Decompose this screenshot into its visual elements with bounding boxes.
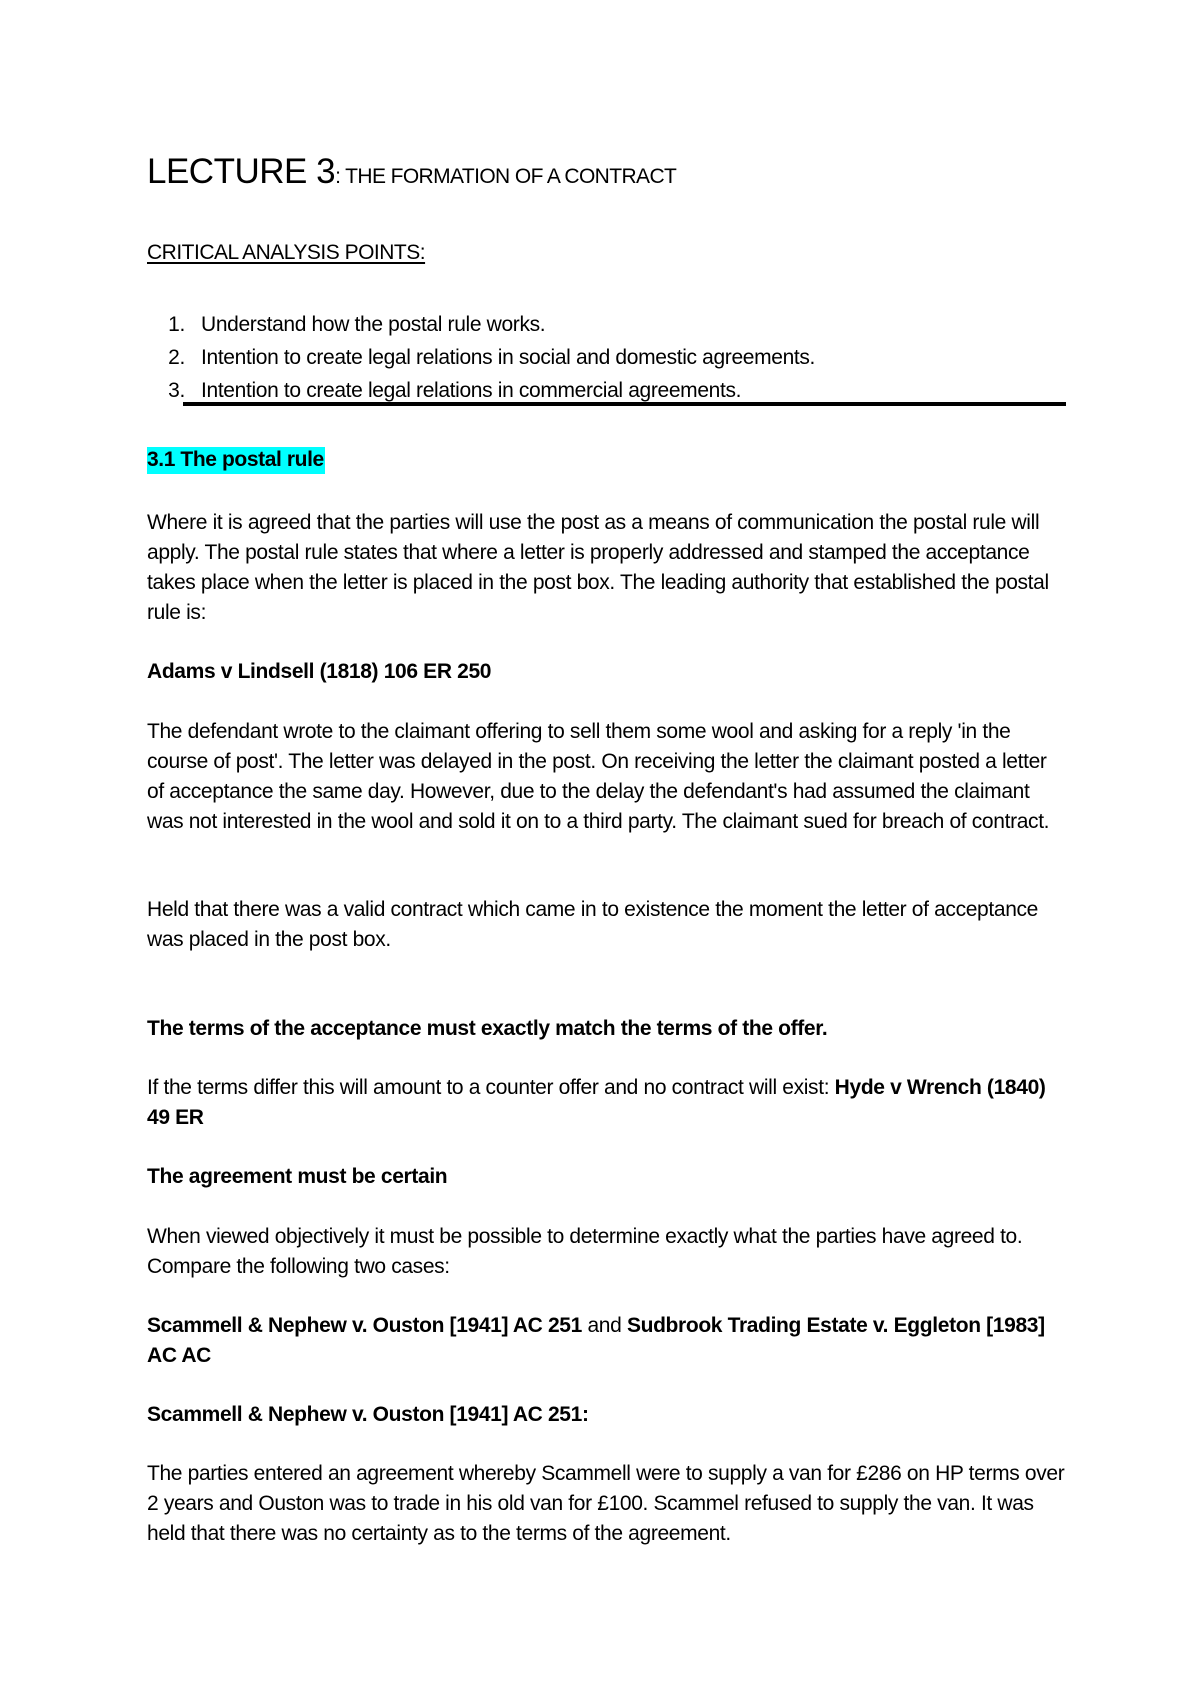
list-text: Intention to create legal relations in commercial agreements. [201, 379, 742, 402]
paragraph-compare-cases [147, 1311, 1067, 1371]
paragraph-scammell-facts: The parties entered an agreement whereby Scammell were to supply a van for £286 on HP terms over 2 years and Ouston was to trade in his old van for £100. Scammel refused to supply the van. It was held that there was no certainty as to the terms of the agreement. [147, 1462, 1065, 1545]
case-heading-scammell: Scammell & Nephew v. Ouston [1941] AC 251: [147, 1403, 589, 1426]
section-divider [183, 402, 1066, 406]
list-number: 3. [168, 379, 185, 402]
paragraph-certainty: When viewed objectively it must be possible to determine exactly what the parties have agreed to. Compare the following two cases: [147, 1225, 1023, 1278]
list-text: Intention to create legal relations in social and domestic agreements. [201, 346, 816, 369]
critical-analysis-heading: CRITICAL ANALYSIS POINTS: [147, 241, 426, 264]
list-item [147, 308, 815, 341]
highlighted-heading-text: 3.1 The postal rule [147, 447, 325, 474]
counter-offer-text: If the terms differ this will amount to a counter offer and no contract will exist: [147, 1076, 835, 1099]
paragraph-counter-offer [147, 1073, 1067, 1133]
section-heading-postal-rule [147, 448, 325, 472]
case-citation-adams-v-lindsell: Adams v Lindsell (1818) 106 ER 250 [147, 660, 492, 683]
case-citation-hyde-v-wrench: Hyde v Wrench (1840) 49 ER [147, 1076, 1046, 1129]
paragraph-postal-rule-intro: Where it is agreed that the parties will use the post as a means of communication the postal rule will apply. The postal rule states that where a letter is properly addressed and stamped the acceptance takes place when the letter is placed in the post box. The leading authority that established the postal rule is: [147, 511, 1049, 624]
paragraph-adams-held: Held that there was a valid contract which came in to existence the moment the letter of acceptance was placed in the post box. [147, 898, 1039, 951]
heading-agreement-certain: The agreement must be certain [147, 1165, 448, 1188]
paragraph-adams-facts: The defendant wrote to the claimant offering to sell them some wool and asking for a reply 'in the course of post'. The letter was delayed in the post. On receiving the letter the claimant posted a letter of acceptance the same day. However, due to the delay the defendant's had assumed the claimant was not interested in the wool and sold it on to a third party. The claimant sued for breach of contract. [147, 720, 1050, 833]
conjunction-text: and [581, 1314, 627, 1337]
critical-points-list [147, 308, 815, 407]
title-subject: : THE FORMATION OF A CONTRACT [335, 165, 677, 188]
page-title [147, 152, 676, 192]
list-item [147, 341, 815, 374]
list-number: 2. [168, 346, 185, 369]
title-lecture-number: LECTURE 3 [147, 152, 336, 191]
heading-terms-match: The terms of the acceptance must exactly match the terms of the offer. [147, 1017, 828, 1040]
case-citation-sudbrook: Sudbrook Trading Estate v. Eggleton [1983] AC AC [147, 1314, 1045, 1367]
list-text: Understand how the postal rule works. [201, 313, 546, 336]
case-citation-scammell: Scammell & Nephew v. Ouston [1941] AC 251 [147, 1314, 582, 1337]
list-number: 1. [168, 313, 185, 336]
